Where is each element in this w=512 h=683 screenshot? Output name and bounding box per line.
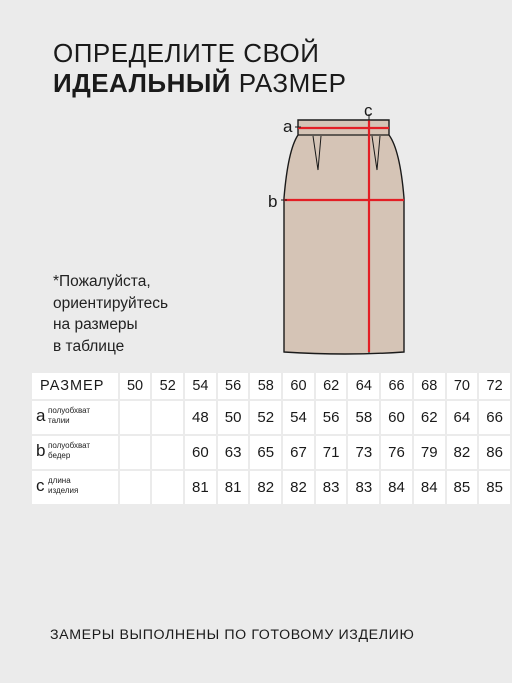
- table-row: [32, 471, 510, 504]
- size-header-cell: 72: [479, 373, 510, 399]
- label-a: a: [283, 117, 293, 136]
- table-cell: 83: [316, 471, 347, 504]
- table-cell: 56: [316, 401, 347, 434]
- table-cell: 83: [348, 471, 379, 504]
- row-description-line: полуобхват: [48, 441, 91, 450]
- skirt-body: [284, 120, 404, 354]
- header-label: РАЗМЕР: [32, 373, 118, 399]
- note-line: на размеры: [53, 316, 138, 333]
- table-cell: 82: [447, 436, 478, 469]
- note-line: в таблице: [53, 337, 125, 355]
- size-table: [30, 371, 512, 506]
- table-cell: [120, 401, 151, 434]
- row-letter: b: [36, 441, 46, 460]
- table-cell: 73: [348, 436, 379, 469]
- note-line: *Пожалуйста,: [53, 273, 151, 290]
- table-cell: 58: [348, 401, 379, 434]
- size-header-cell: 70: [447, 373, 478, 399]
- row-description: [48, 476, 78, 496]
- table-row: [32, 436, 510, 469]
- row-letter: a: [36, 406, 46, 425]
- table-header-row: [32, 373, 510, 399]
- row-description-line: изделия: [48, 486, 79, 495]
- size-header-cell: 66: [381, 373, 412, 399]
- table-cell: 65: [250, 436, 281, 469]
- table-cell: 54: [283, 401, 314, 434]
- table-cell: 48: [185, 401, 216, 434]
- title-rest: РАЗМЕР: [231, 68, 347, 98]
- label-c: c: [364, 101, 373, 120]
- row-label: [32, 471, 118, 504]
- title-bold-word: ИДЕАЛЬНЫЙ: [53, 68, 231, 98]
- table-cell: 81: [185, 471, 216, 504]
- table-cell: 63: [218, 436, 249, 469]
- row-description-line: бедер: [48, 451, 71, 460]
- row-letter: c: [36, 476, 45, 495]
- title-line-1: ОПРЕДЕЛИТЕ СВОЙ: [53, 38, 320, 68]
- table-cell: [152, 401, 183, 434]
- row-description: [48, 406, 90, 426]
- size-note: [53, 271, 168, 357]
- size-header-cell: 68: [414, 373, 445, 399]
- row-description-line: полуобхват: [48, 406, 91, 415]
- size-header-cell: 56: [218, 373, 249, 399]
- table-cell: 52: [250, 401, 281, 434]
- table-cell: 66: [479, 401, 510, 434]
- table-cell: 67: [283, 436, 314, 469]
- size-header-cell: 62: [316, 373, 347, 399]
- table-cell: [152, 436, 183, 469]
- row-label: [32, 401, 118, 434]
- row-description-line: талии: [48, 416, 70, 425]
- table-cell: 84: [414, 471, 445, 504]
- table-cell: 85: [447, 471, 478, 504]
- table-cell: [120, 471, 151, 504]
- table-row: [32, 401, 510, 434]
- size-header-cell: 64: [348, 373, 379, 399]
- row-description-line: длина: [48, 476, 71, 485]
- table-cell: 82: [283, 471, 314, 504]
- table-cell: 60: [185, 436, 216, 469]
- table-cell: 85: [479, 471, 510, 504]
- size-header-cell: 58: [250, 373, 281, 399]
- size-header-cell: 54: [185, 373, 216, 399]
- size-header-cell: 52: [152, 373, 183, 399]
- table-cell: [120, 436, 151, 469]
- label-b: b: [268, 192, 278, 211]
- table-cell: 81: [218, 471, 249, 504]
- table-cell: 84: [381, 471, 412, 504]
- table-cell: 64: [447, 401, 478, 434]
- note-line: ориентируйтесь: [53, 294, 169, 312]
- size-header-cell: 60: [283, 373, 314, 399]
- table-cell: 71: [316, 436, 347, 469]
- table-cell: 62: [414, 401, 445, 434]
- table-cell: 50: [218, 401, 249, 434]
- table-cell: 76: [381, 436, 412, 469]
- table-cell: 79: [414, 436, 445, 469]
- footer-text: ЗАМЕРЫ ВЫПОЛНЕНЫ ПО ГОТОВОМУ ИЗДЕЛИЮ: [50, 627, 415, 643]
- table-cell: [152, 471, 183, 504]
- table-cell: 60: [381, 401, 412, 434]
- table-cell: 86: [479, 436, 510, 469]
- row-label: [32, 436, 118, 469]
- row-description: [48, 441, 90, 461]
- size-header-cell: 50: [120, 373, 151, 399]
- table-cell: 82: [250, 471, 281, 504]
